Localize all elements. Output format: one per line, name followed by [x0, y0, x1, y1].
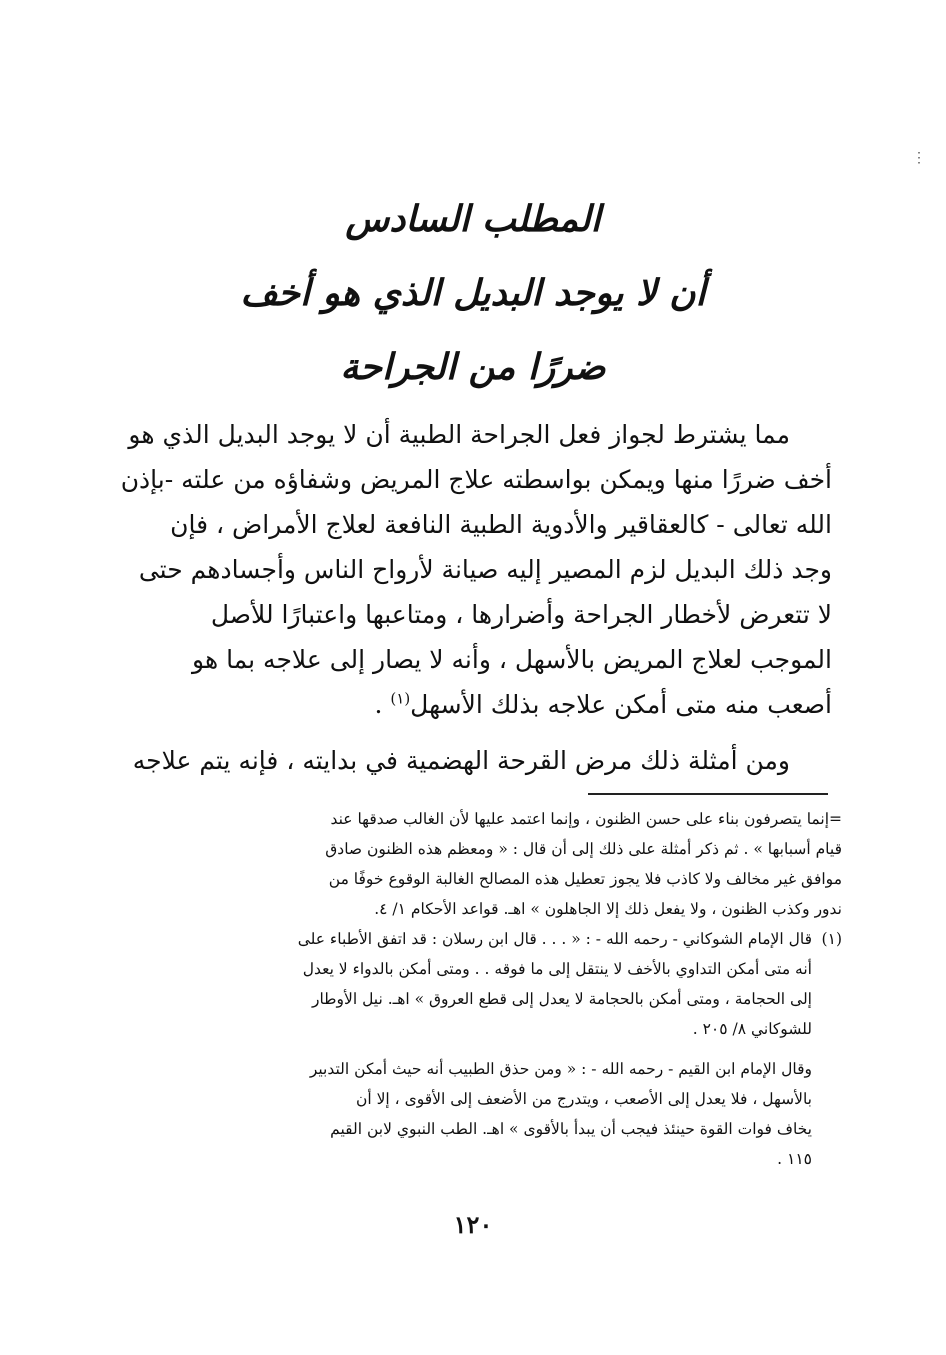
- footnote-continuation-line: قيام أسبابها » . ثم ذكر أمثلة على ذلك إلى أن قال : « ومعظم هذه الظنون صادق: [325, 840, 842, 858]
- heading-line-2: أن لا يوجد البديل الذي هو أخف: [240, 272, 706, 314]
- footnote-2-line: بالأسهل ، فلا يعدل إلى الأصعب ، ويتدرج من الأضعف إلى الأقوى ، إلا أن: [355, 1090, 812, 1108]
- footnote-reference-1[interactable]: (١): [390, 689, 411, 708]
- body-line-6: الموجب لعلاج المريض بالأسهل ، وأنه لا يصار إلى علاجه بما هو: [192, 645, 832, 674]
- footnote-1-text: قال الإمام الشوكاني - رحمه الله - : « . . . قال ابن رسلان : قد اتفق الأطباء على: [297, 930, 812, 948]
- second-paragraph: ومن أمثلة ذلك مرض القرحة الهضمية في بدايته ، فإنه يتم علاجه: [132, 746, 790, 775]
- footnote-2-line: يخاف فوات القوة حينئذ فيجب أن يبدأ بالأقوى » اهـ. الطب النبوي لابن القيم: [330, 1120, 812, 1138]
- footnote-2-line: ١١٥ .: [777, 1150, 812, 1168]
- footnotes-section: [126, 804, 842, 1174]
- body-line-7: [127, 682, 832, 727]
- footnote-continuation-line: ندور وكذب الظنون ، ولا يفعل ذلك إلا الجاهلون » اهـ. قواعد الأحكام ١/ ٤.: [374, 900, 842, 918]
- footnote-1-line: أنه متى أمكن التداوي بالأخف لا ينتقل إلى ما فوقه . . ومتى أمكن بالدواء لا يعدل: [302, 960, 812, 978]
- footnote-1-number: (١): [821, 930, 842, 948]
- page-number: ١٢٠: [453, 1210, 493, 1239]
- heading-line-3: ضررًا من الجراحة: [340, 346, 606, 388]
- body-line-4: وجد ذلك البديل لزم المصير إليه صيانة لأرواح الناس وأجسادهم حتى: [138, 555, 832, 584]
- footnote-1-first-line: [126, 924, 842, 954]
- footnote-1-line: إلى الحجامة ، ومتى أمكن بالحجامة لا يعدل إلى قطع العروق » اهـ. نيل الأوطار: [311, 990, 812, 1008]
- body-line-7-end: .: [374, 690, 391, 719]
- footnote-continuation-line: موافق غير مخالف ولا كاذب فلا يجوز تعطيل هذه المصالح الغالبة الوقوع خوفًا من: [328, 870, 842, 888]
- body-line-7-text: أصعب منه متى أمكن علاجه بذلك الأسهل: [410, 690, 832, 719]
- footnote-2-line: وقال الإمام ابن القيم - رحمه الله - : « ومن حذق الطبيب أنه حيث أمكن التدبير: [309, 1060, 812, 1078]
- main-paragraph: [120, 412, 832, 727]
- margin-mark: ⋮: [912, 150, 926, 166]
- section-heading: [120, 182, 826, 404]
- footnote-gap: [126, 1044, 842, 1054]
- body-line-1: مما يشترط لجواز فعل الجراحة الطبية أن لا يوجد البديل الذي هو: [128, 420, 790, 449]
- footnote-1-line: للشوكاني ٨/ ٢٠٥ .: [692, 1020, 812, 1038]
- body-line-3: الله تعالى - كالعقاقير والأدوية الطبية النافعة لعلاج الأمراض ، فإن: [170, 510, 832, 539]
- footnote-continuation-line: =إنما يتصرفون بناء على حسن الظنون ، وإنما اعتمد عليها لأن الغالب صدقها عند: [330, 810, 842, 828]
- heading-line-1: المطلب السادس: [345, 198, 601, 240]
- body-line-5: لا تتعرض لأخطار الجراحة وأضرارها ، ومتاعبها واعتبارًا للأصل: [210, 600, 832, 629]
- footnote-separator: [588, 793, 828, 795]
- body-line-2: أخف ضررًا منها ويمكن بواسطته علاج المريض وشفاؤه من علته -بإذن: [120, 465, 832, 494]
